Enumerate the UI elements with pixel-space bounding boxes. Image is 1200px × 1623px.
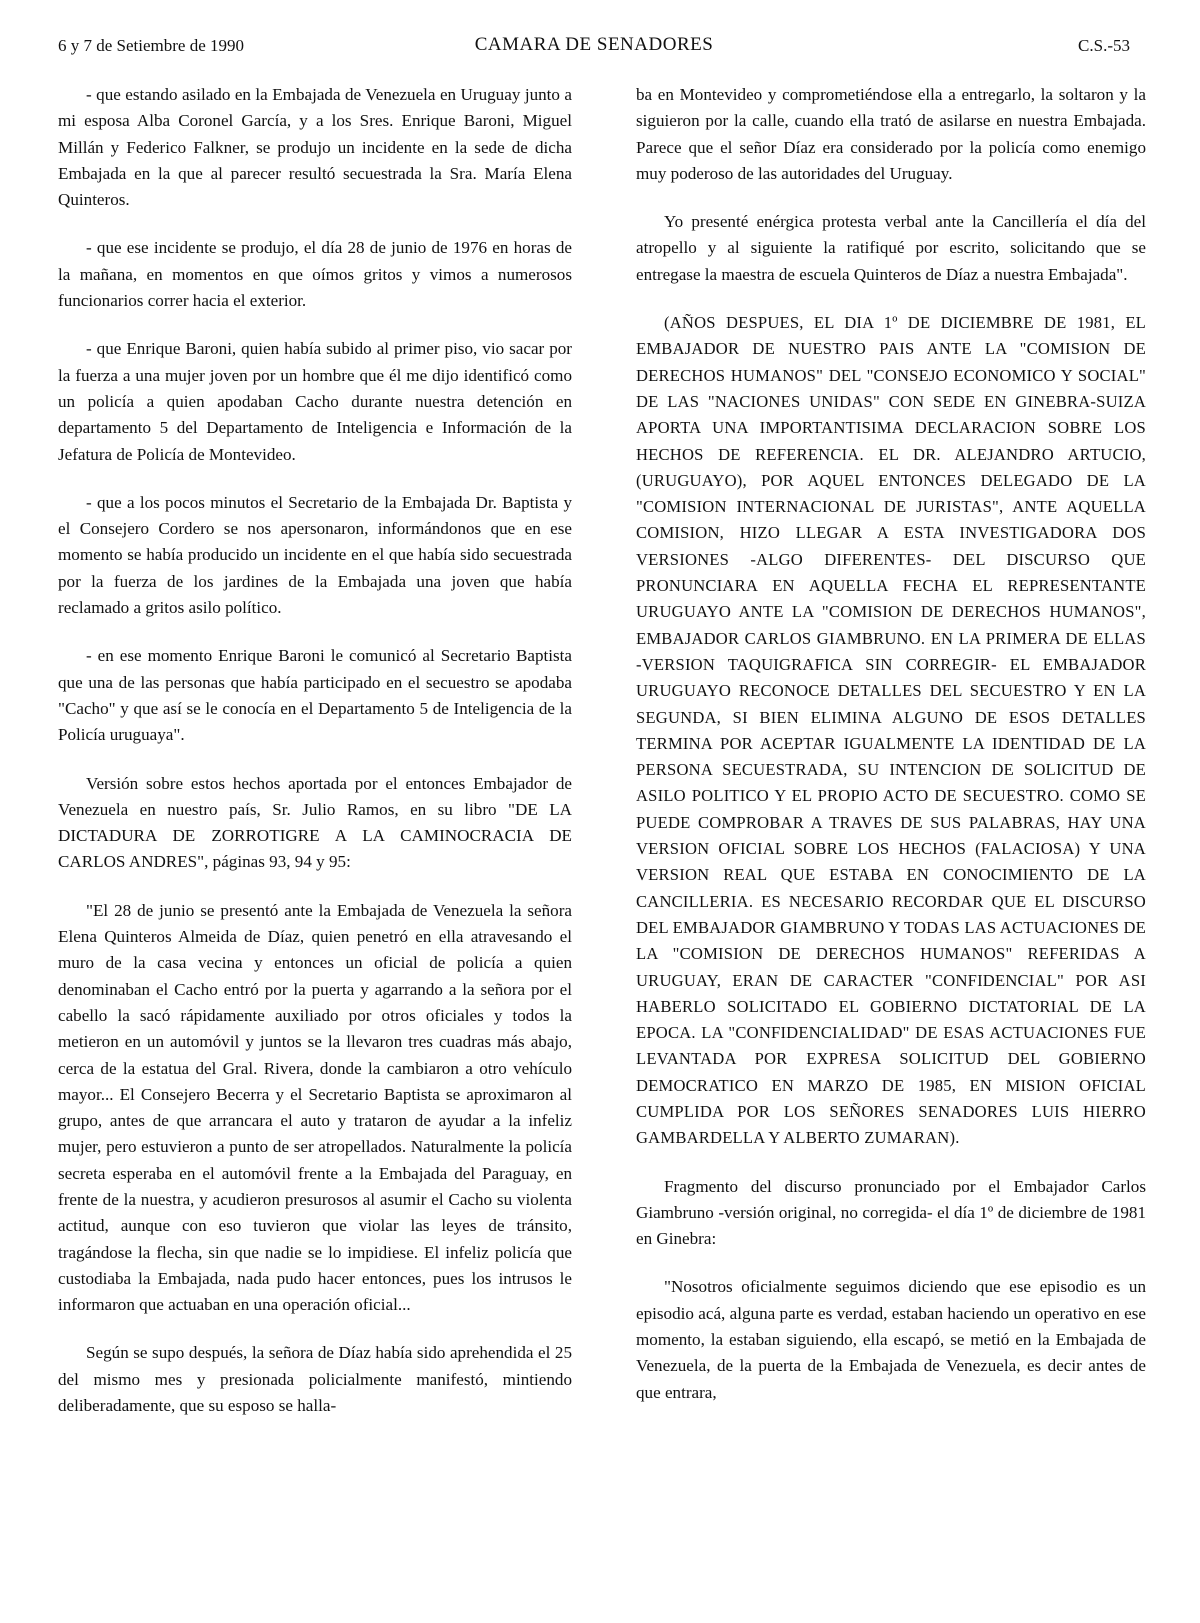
page-header (58, 32, 1130, 62)
paragraph: ba en Montevideo y comprometiéndose ella a entregarlo, la soltaron y la siguieron por la calle, cuando ella trató de asilarse en nuestra Embajada. Parece que el señor Díaz era considerado por la policía como enemigo muy poderoso de las autoridades del Uruguay. (636, 85, 1146, 183)
paragraph: - que a los pocos minutos el Secretario de la Embajada Dr. Baptista y el Consejero Cordero se nos apersonaron, informándonos que en ese momento se había producido un incidente en el que había sido secuestrada por la fuerza de los jardines de la Embajada una joven que había reclamado a gritos asilo político. (58, 492, 572, 618)
header-title: CAMARA DE SENADORES (474, 34, 714, 55)
paragraph: - en ese momento Enrique Baroni le comunicó al Secretario Baptista que una de las personas que había participado en el secuestro se apodaba "Cacho" y que así se le conocía en el Departamento 5 de Inteligencia de la Policía uruguaya". (58, 646, 572, 745)
right-column (636, 82, 1146, 1406)
uppercase-note-paragraph: (AÑOS DESPUES, EL DIA 1º DE DICIEMBRE DE 1981, EL EMBAJADOR DE NUESTRO PAIS ANTE LA "COMISION DE DERECHOS HUMANOS" DEL "CONSEJO ECONOMICO Y SOCIAL" DE LAS "NACIONES UNIDAS" CON SEDE EN GINEBRA-SUIZA APORTA UNA IMPORTANTISIMA DECLARACION SOBRE LOS HECHOS DE REFERENCIA. EL DR. ALEJANDRO ARTUCIO, (URUGUAYO), POR AQUEL ENTONCES DELEGADO DE LA "COMISION INTERNACIONAL DE JURISTAS", ANTE AQUELLA COMISION, HIZO LLEGAR A ESTA INVESTIGADORA DOS VERSIONES -ALGO DIFERENTES- DEL DISCURSO QUE PRONUNCIARA EN AQUELLA FECHA EL REPRESENTANTE URUGUAYO ANTE LA "COMISION DE DERECHOS HUMANOS", EMBAJADOR CARLOS GIAMBRUNO. EN LA PRIMERA DE ELLAS -VERSION TAQUIGRAFICA SIN CORREGIR- EL EMBAJADOR URUGUAYO RECONOCE DETALLES DEL SECUESTRO Y EN LA SEGUNDA, SI BIEN ELIMINA ALGUNO DE ESOS DETALLES TERMINA POR ACEPTAR IGUALMENTE LA IDENTIDAD DE LA PERSONA SECUESTRADA, SU INTENCION DE SOLICITUD DE ASILO POLITICO Y EL PROPIO ACTO DE SECUESTRO. COMO SE PUEDE COMPROBAR A TRAVES DE SUS PALABRAS, HAY UNA VERSION OFICIAL SOBRE LOS HECHOS (FALACIOSA) Y UNA VERSION REAL QUE ESTABA EN CONOCIMIENTO DE LA CANCILLERIA. ES NECESARIO RECORDAR QUE EL DISCURSO DEL EMBAJADOR GIAMBRUNO Y TODAS LAS ACTUACIONES DE LA "COMISION DE DERECHOS HUMANOS" REFERIDAS A URUGUAY, ERAN DE CARACTER "CONFIDENCIAL" POR ASI HABERLO SOLICITADO EL GOBIERNO DICTATORIAL DE LA EPOCA. LA "CONFIDENCIALIDAD" DE ESAS ACTUACIONES FUE LEVANTADA POR EXPRESA SOLICITUD DEL GOBIERNO DEMOCRATICO EN MARZO DE 1985, EN MISION OFICIAL CUMPLIDA POR LOS SEÑORES SENADORES LUIS HIERRO GAMBARDELLA Y ALBERTO ZUMARAN). (636, 313, 1146, 1148)
paragraph: - que Enrique Baroni, quien había subido al primer piso, vio sacar por la fuerza a una mujer joven por un hombre que él me dijo identificó como un policía a quien apodaban Cacho durante nuestra detención en departamento 5 del Departamento de Inteligencia e Información de la Jefatura de Policía de Montevideo. (58, 339, 572, 464)
header-date: 6 y 7 de Setiembre de 1990 (58, 36, 245, 55)
left-column (58, 82, 572, 1419)
header-page-code: C.S.-53 (1078, 36, 1130, 55)
paragraph: Yo presenté enérgica protesta verbal ante la Cancillería el día del atropello y al siguiente la ratifiqué por escrito, solicitando que se entregase la maestra de escuela Quinteros de Díaz a nuestra Embajada". (636, 212, 1146, 284)
paragraph: Según se supo después, la señora de Díaz había sido aprehendida el 25 del mismo mes y presionada policialmente manifestó, mintiendo deliberadamente, que su esposo se halla- (58, 1343, 572, 1416)
paragraph: - que estando asilado en la Embajada de Venezuela en Uruguay junto a mi esposa Alba Coronel García, y a los Sres. Enrique Baroni, Miguel Millán y Federico Falkner, se produjo un incidente en la sede de dicha Embajada en la que al parecer resultó secuestrada la Sra. María Elena Quinteros. (58, 85, 572, 210)
quote-paragraph: "Nosotros oficialmente seguimos diciendo que ese episodio es un episodio acá, alguna parte es verdad, estaban haciendo un operativo en ese momento, la estaban siguiendo, ella escapó, se metió en la Embajada de Venezuela, de la puerta de la Embajada de Venezuela, es decir antes de que entrara, (636, 1277, 1146, 1402)
quote-paragraph: "El 28 de junio se presentó ante la Embajada de Venezuela la señora Elena Quinteros Almeida de Díaz, quien penetró en ella atravesando el muro de la casa vecina y entonces un oficial de policía a quien denominaban el Cacho entró por la puerta y agarrando a la señora por el cabello la sacó rápidamente auxiliado por otros oficiales y todos la metieron en un automóvil y juntos se la llevaron tres cuadras más abajo, cerca de la estatua del Gral. Rivera, donde la cambiaron a otro vehículo mayor... El Consejero Becerra y el Secretario Baptista se aproximaron al grupo, antes de que arrancara el auto y trataron de ayudar a la infeliz mujer, pero estuvieron a punto de ser atropellados. Naturalmente la policía secreta esperaba en el automóvil frente a la Embajada del Paraguay, en frente de la nuestra, y acudieron presurosos al asumir el Cacho su violenta actitud, aunque con eso tuvieron que violar las leyes de tránsito, tragándose la flecha, sin que nadie se lo impidiese. El infeliz policía que custodiaba la Embajada, nada pudo hacer entonces, pues los intrusos le informaron que actuaban en una operación oficial... (58, 900, 572, 1315)
paragraph: Versión sobre estos hechos aportada por el entonces Embajador de Venezuela en nuestro país, Sr. Julio Ramos, en su libro "DE LA DICTADURA DE ZORROTIGRE A LA CAMINOCRACIA DE CARLOS ANDRES", páginas 93, 94 y 95: (58, 773, 572, 872)
paragraph: - que ese incidente se produjo, el día 28 de junio de 1976 en horas de la mañana, en momentos en que oímos gritos y vimos a numerosos funcionarios correr hacia el exterior. (58, 238, 572, 311)
paragraph: Fragmento del discurso pronunciado por el Embajador Carlos Giambruno -versión original, no corregida- el día 1º de diciembre de 1981 en Ginebra: (636, 1176, 1146, 1249)
